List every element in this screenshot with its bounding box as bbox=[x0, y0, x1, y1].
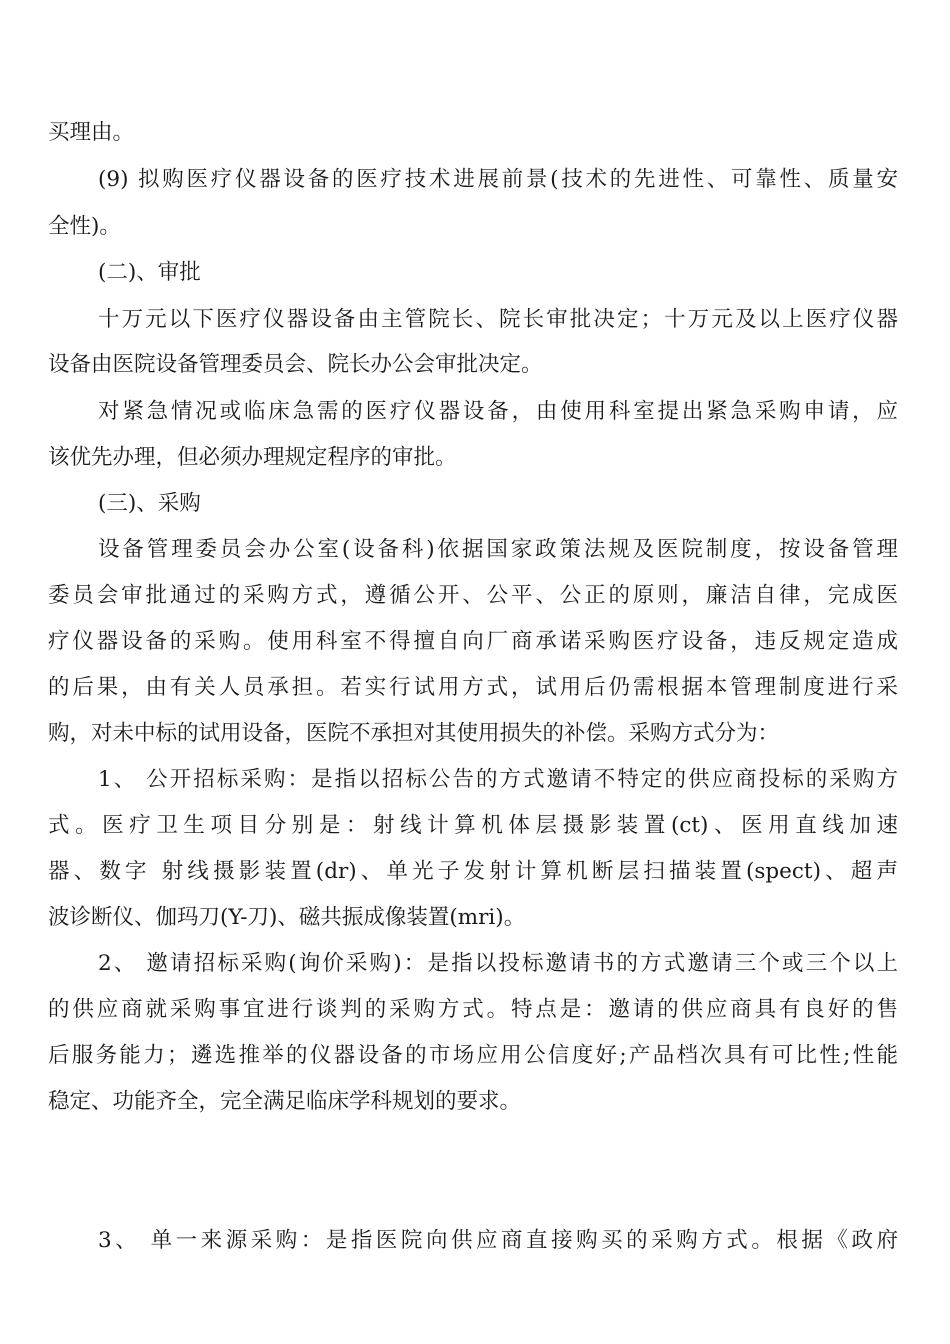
text-line: 后服务能力；遴选推举的仪器设备的市场应用公信度好;产品档次具有可比性;性能 bbox=[48, 1043, 898, 1068]
text-line: 设备由医院设备管理委员会、院长办公会审批决定。 bbox=[48, 352, 543, 377]
text-line: 该优先办理，但必须办理规定程序的审批。 bbox=[48, 445, 457, 470]
text-line: 的后果，由有关人员承担。若实行试用方式，试用后仍需根据本管理制度进行采 bbox=[48, 675, 898, 700]
text-line: 疗仪器设备的采购。使用科室不得擅自向厂商承诺采购医疗设备，违反规定造成 bbox=[48, 629, 898, 654]
text-line: 的供应商就采购事宜进行谈判的采购方式。特点是：邀请的供应商具有良好的售 bbox=[48, 997, 898, 1022]
text-line: 器、数字 射线摄影装置(dr)、单光子发射计算机断层扫描装置(spect)、超声 bbox=[48, 859, 898, 884]
text-line: 对紧急情况或临床急需的医疗仪器设备，由使用科室提出紧急采购申请，应 bbox=[98, 399, 898, 424]
text-line: 3、 单一来源采购：是指医院向供应商直接购买的采购方式。根据《政府 bbox=[98, 1228, 898, 1253]
text-line: 2、 邀请招标采购(询价采购)：是指以投标邀请书的方式邀请三个或三个以上 bbox=[98, 951, 898, 976]
section-heading: (三)、采购 bbox=[98, 491, 201, 516]
text-line: 1、 公开招标采购：是指以招标公告的方式邀请不特定的供应商投标的采购方 bbox=[98, 767, 898, 792]
text-line: 十万元以下医疗仪器设备由主管院长、院长审批决定；十万元及以上医疗仪器 bbox=[98, 307, 898, 332]
section-heading: (二)、审批 bbox=[98, 260, 201, 285]
text-line: 买理由。 bbox=[48, 120, 135, 145]
text-line: 设备管理委员会办公室(设备科)依据国家政策法规及医院制度，按设备管理 bbox=[98, 537, 898, 562]
text-line: 式。医疗卫生项目分别是：射线计算机体层摄影装置(ct)、医用直线加速 bbox=[48, 813, 898, 838]
text-line: 稳定、功能齐全，完全满足临床学科规划的要求。 bbox=[48, 1089, 522, 1114]
text-line: 全性)。 bbox=[48, 214, 121, 239]
text-line: (9) 拟购医疗仪器设备的医疗技术进展前景(技术的先进性、可靠性、质量安 bbox=[98, 167, 898, 192]
text-line: 委员会审批通过的采购方式，遵循公开、公平、公正的原则，廉洁自律，完成医 bbox=[48, 583, 898, 608]
text-line: 购，对未中标的试用设备，医院不承担对其使用损失的补偿。采购方式分为： bbox=[48, 721, 780, 746]
text-line: 波诊断仪、伽玛刀(Y-刀)、磁共振成像装置(mri)。 bbox=[48, 905, 526, 930]
